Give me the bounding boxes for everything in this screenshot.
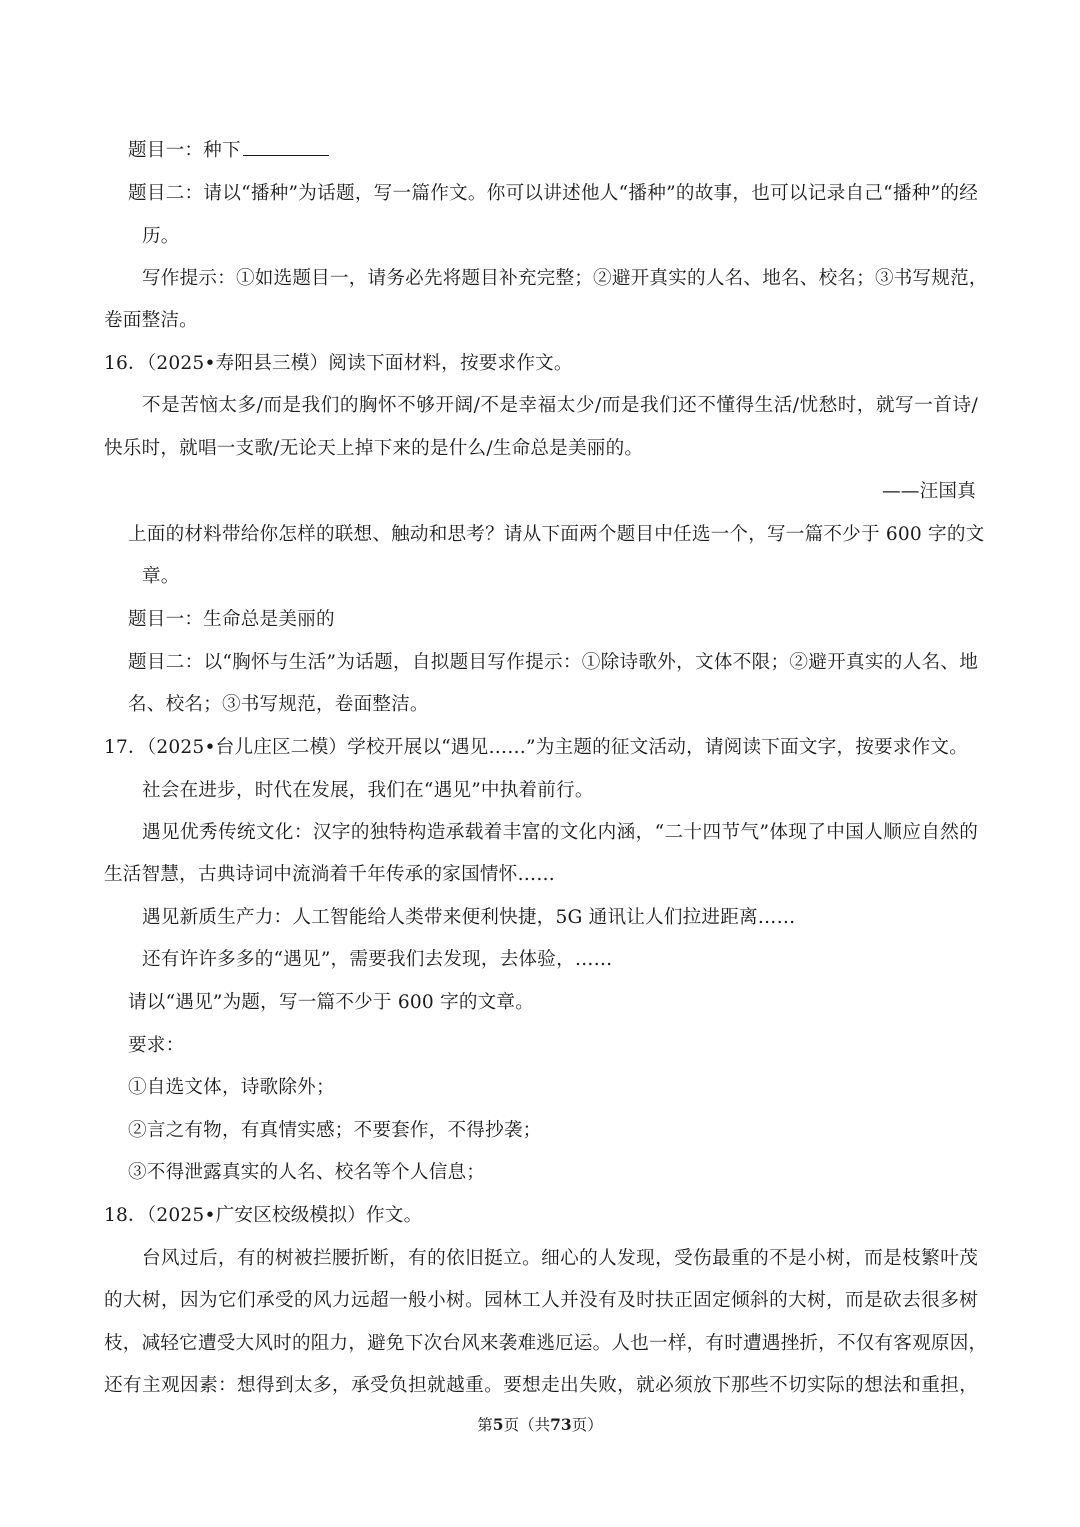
q17-requirement-3: ③不得泄露真实的人名、校名等个人信息；: [128, 1162, 486, 1183]
total-page-count: 73: [550, 1415, 572, 1434]
footer-prefix: 第: [477, 1416, 493, 1434]
q16-heading: 16．（2025•寿阳县三模）阅读下面材料，按要求作文。: [104, 353, 573, 374]
q15-topic-one: [128, 137, 329, 164]
footer-mid: 页（共: [503, 1416, 551, 1434]
footer-suffix: 页）: [571, 1416, 603, 1434]
q17-para-1: 社会在进步，时代在发展，我们在“遇见”中执着前行。: [142, 780, 594, 801]
q16-topic-two-cont: 名、校名；③书写规范，卷面整洁。: [128, 694, 429, 715]
q15-writing-tips-cont: 卷面整洁。: [104, 310, 198, 331]
q16-poem-author: ——汪国真: [882, 481, 976, 502]
q17-instruction: 请以“遇见”为题，写一篇不少于 600 字的文章。: [128, 992, 535, 1013]
q18-para-line-1: 台风过后，有的树被拦腰折断，有的依旧挺立。细心的人发现，受伤最重的不是小树，而是枝繁叶茂: [142, 1248, 978, 1269]
q16-topic-two: 题目二：以“胸怀与生活”为话题，自拟题目写作提示：①除诗歌外，文体不限；②避开真实的人名、地: [128, 652, 978, 673]
q15-topic-one-text: 题目一：种下: [128, 140, 241, 161]
page-footer: [0, 1414, 1080, 1436]
q17-para-2: 遇见优秀传统文化：汉字的独特构造承载着丰富的文化内涵，“二十四节气”体现了中国人顺应自然的: [142, 822, 978, 843]
q18-para-line-3: 枝，减轻它遭受大风时的阻力，避免下次台风来袭难逃厄运。人也一样，有时遭遇挫折，不仅有客观原因，: [104, 1333, 988, 1354]
q16-instruction: 上面的材料带给你怎样的联想、触动和思考？请从下面两个题目中任选一个，写一篇不少于 600 字的文: [128, 524, 985, 545]
q17-para-4: 还有许许多多的“遇见”，需要我们去发现，去体验，……: [142, 949, 613, 970]
q17-heading: 17．（2025•台儿庄区二模）学校开展以“遇见……”为主题的征文活动，请阅读下面文字，按要求作文。: [104, 737, 969, 758]
q17-para-3: 遇见新质生产力：人工智能给人类带来便利快捷，5G 通讯让人们拉进距离……: [142, 907, 796, 928]
current-page-number: 5: [492, 1415, 504, 1434]
q17-requirement-2: ②言之有物，有真情实感；不要套作，不得抄袭；: [128, 1120, 542, 1141]
q18-heading: 18．（2025•广安区校级模拟）作文。: [104, 1205, 423, 1226]
q16-poem-line-1: 不是苦恼太多/而是我们的胸怀不够开阔/不是幸福太少/而是我们还不懂得生活/忧愁时，就写一首诗/: [142, 395, 978, 416]
q17-para-2-cont: 生活智慧，古典诗词中流淌着千年传承的家国情怀……: [104, 864, 556, 885]
fill-in-blank: [243, 137, 329, 156]
q15-writing-tips: 写作提示：①如选题目一，请务必先将题目补充完整；②避开真实的人名、地名、校名；③书写规范，: [142, 268, 988, 289]
q16-topic-one: 题目一：生命总是美丽的: [128, 609, 335, 630]
q15-topic-two-cont: 历。: [142, 226, 180, 247]
q18-para-line-4: 还有主观因素：想得到太多，承受负担就越重。要想走出失败，就必须放下那些不切实际的想法和重担，: [104, 1375, 978, 1396]
q15-topic-two: 题目二：请以“播种”为话题，写一篇作文。你可以讲述他人“播种”的故事，也可以记录自己“播种”的经: [128, 183, 978, 204]
q17-requirement-1: ①自选文体，诗歌除外；: [128, 1077, 335, 1098]
q16-instruction-cont: 章。: [142, 566, 180, 587]
q16-poem-line-2: 快乐时，就唱一支歌/无论天上掉下来的是什么/生命总是美丽的。: [104, 438, 644, 459]
q17-requirements-label: 要求：: [128, 1035, 185, 1056]
q18-para-line-2: 的大树，因为它们承受的风力远超一般小树。园林工人并没有及时扶正固定倾斜的大树，而是砍去很多树: [104, 1290, 978, 1311]
